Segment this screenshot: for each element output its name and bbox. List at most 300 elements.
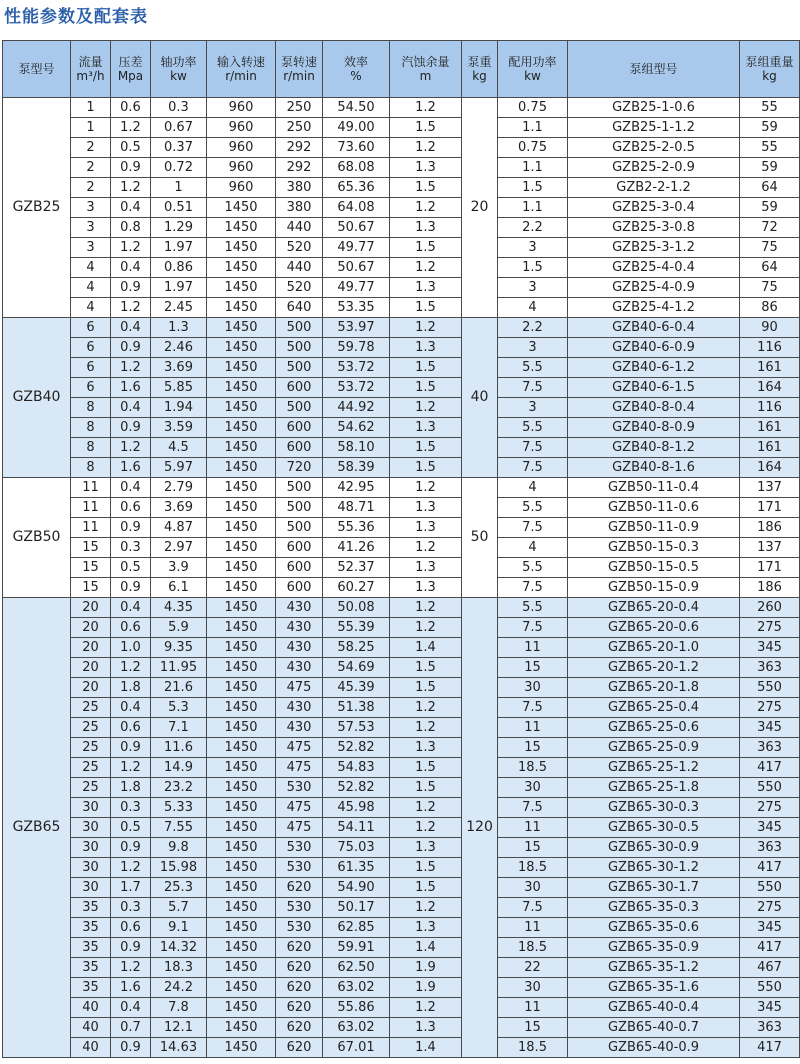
table-cell: GZB40-8-0.4 <box>568 398 740 418</box>
table-cell: 55.39 <box>323 618 390 638</box>
table-row <box>3 898 800 918</box>
table-cell: 0.3 <box>111 538 151 558</box>
table-row <box>3 198 800 218</box>
table-cell: 1.4 <box>390 1038 462 1058</box>
table-cell: 1450 <box>207 1038 276 1058</box>
table-cell: GZB65-30-0.3 <box>568 798 740 818</box>
table-cell: 11.6 <box>151 738 207 758</box>
table-row <box>3 438 800 458</box>
table-cell: 0.3 <box>151 98 207 118</box>
table-cell: 0.72 <box>151 158 207 178</box>
table-cell: 7.5 <box>498 798 568 818</box>
table-cell: 250 <box>276 98 323 118</box>
table-row <box>3 178 800 198</box>
table-cell: 620 <box>276 1018 323 1038</box>
table-cell: GZB65-25-1.2 <box>568 758 740 778</box>
table-cell: 1450 <box>207 858 276 878</box>
table-cell: 292 <box>276 138 323 158</box>
table-cell: 0.9 <box>111 418 151 438</box>
table-cell: 75 <box>740 278 800 298</box>
table-cell: GZB25-1-1.2 <box>568 118 740 138</box>
table-cell: GZB40-6-1.5 <box>568 378 740 398</box>
table-cell: GZB40-8-1.6 <box>568 458 740 478</box>
table-cell: 1.3 <box>390 738 462 758</box>
table-cell: 430 <box>276 658 323 678</box>
column-header-label: 流量 <box>78 55 103 69</box>
table-cell: 53.97 <box>323 318 390 338</box>
table-cell: 1.3 <box>390 918 462 938</box>
column-header-unit: m <box>419 69 432 83</box>
table-cell: 960 <box>207 118 276 138</box>
table-cell: 1.9 <box>390 958 462 978</box>
column-header-label: 泵转速 <box>280 55 317 69</box>
table-cell: 1450 <box>207 878 276 898</box>
table-cell: 1.1 <box>498 158 568 178</box>
table-row <box>3 958 800 978</box>
table-cell: 18.5 <box>498 1038 568 1058</box>
table-cell: 15 <box>498 838 568 858</box>
table-cell: 1450 <box>207 898 276 918</box>
table-cell: 4 <box>498 298 568 318</box>
table-cell: 68.08 <box>323 158 390 178</box>
table-cell: 40 <box>71 998 111 1018</box>
table-cell: 4.5 <box>151 438 207 458</box>
table-cell: 25 <box>71 778 111 798</box>
table-cell: 0.5 <box>111 818 151 838</box>
table-cell: 73.60 <box>323 138 390 158</box>
table-cell: 0.9 <box>111 578 151 598</box>
table-cell: 24.2 <box>151 978 207 998</box>
table-cell: 0.75 <box>498 138 568 158</box>
table-cell: 42.95 <box>323 478 390 498</box>
table-cell: 620 <box>276 978 323 998</box>
table-cell: 1.5 <box>390 358 462 378</box>
table-cell: 1450 <box>207 258 276 278</box>
table-cell: GZB50-11-0.6 <box>568 498 740 518</box>
table-cell: 1450 <box>207 558 276 578</box>
table-cell: 4 <box>71 258 111 278</box>
table-row <box>3 598 800 618</box>
column-header-label: 泵组型号 <box>629 62 678 76</box>
table-row <box>3 538 800 558</box>
table-cell: 1.8 <box>111 778 151 798</box>
table-cell: 63.02 <box>323 1018 390 1038</box>
table-row <box>3 158 800 178</box>
table-cell: 3 <box>71 218 111 238</box>
pump-weight-cell: 120 <box>462 598 498 1058</box>
table-cell: 475 <box>276 798 323 818</box>
table-cell: 500 <box>276 358 323 378</box>
table-row <box>3 118 800 138</box>
table-cell: 35 <box>71 918 111 938</box>
table-cell: 0.51 <box>151 198 207 218</box>
table-cell: 5.5 <box>498 558 568 578</box>
table-cell: GZB65-20-0.4 <box>568 598 740 618</box>
table-cell: GZB50-15-0.9 <box>568 578 740 598</box>
table-cell: 530 <box>276 778 323 798</box>
table-cell: 25 <box>71 698 111 718</box>
table-cell: 30 <box>71 798 111 818</box>
table-cell: 1.2 <box>390 998 462 1018</box>
table-row <box>3 338 800 358</box>
column-header <box>276 41 323 98</box>
table-cell: 1.3 <box>390 558 462 578</box>
table-cell: GZB25-3-0.4 <box>568 198 740 218</box>
pump-model-cell: GZB40 <box>3 318 71 478</box>
table-cell: 3.59 <box>151 418 207 438</box>
table-cell: 4 <box>498 538 568 558</box>
table-cell: GZB25-4-0.9 <box>568 278 740 298</box>
table-row <box>3 698 800 718</box>
table-cell: 1450 <box>207 738 276 758</box>
table-cell: 1.6 <box>111 378 151 398</box>
table-cell: 1.4 <box>390 938 462 958</box>
table-cell: 440 <box>276 218 323 238</box>
table-cell: 1450 <box>207 358 276 378</box>
table-cell: 1.5 <box>390 858 462 878</box>
column-header <box>151 41 207 98</box>
table-cell: 1.97 <box>151 278 207 298</box>
table-cell: 1.2 <box>390 138 462 158</box>
table-cell: GZB65-25-0.4 <box>568 698 740 718</box>
table-cell: 1450 <box>207 638 276 658</box>
table-cell: 1450 <box>207 458 276 478</box>
column-header-unit: kg <box>472 69 487 83</box>
table-row <box>3 478 800 498</box>
table-cell: 4 <box>71 278 111 298</box>
column-header <box>568 41 740 98</box>
table-cell: GZB65-30-0.5 <box>568 818 740 838</box>
table-cell: 1.9 <box>390 978 462 998</box>
table-cell: 11 <box>498 918 568 938</box>
table-cell: 1.29 <box>151 218 207 238</box>
table-cell: 960 <box>207 158 276 178</box>
table-cell: 4.87 <box>151 518 207 538</box>
table-cell: 7.5 <box>498 378 568 398</box>
table-cell: 1.94 <box>151 398 207 418</box>
table-cell: 1.2 <box>111 958 151 978</box>
table-cell: 0.5 <box>111 558 151 578</box>
table-cell: 1.6 <box>111 978 151 998</box>
column-header-unit: r/min <box>225 69 257 83</box>
table-cell: 65.36 <box>323 178 390 198</box>
table-cell: 64.08 <box>323 198 390 218</box>
table-cell: 440 <box>276 258 323 278</box>
table-cell: 186 <box>740 578 800 598</box>
table-cell: 11.95 <box>151 658 207 678</box>
page-title: 性能参数及配套表 <box>4 7 148 27</box>
table-cell: 275 <box>740 898 800 918</box>
table-cell: 3 <box>71 238 111 258</box>
table-cell: 30 <box>71 838 111 858</box>
table-cell: 1.3 <box>390 578 462 598</box>
table-cell: 53.72 <box>323 378 390 398</box>
table-cell: 7.5 <box>498 518 568 538</box>
table-cell: 530 <box>276 838 323 858</box>
table-cell: 620 <box>276 998 323 1018</box>
table-cell: 5.3 <box>151 698 207 718</box>
table-row <box>3 458 800 478</box>
table-cell: GZB40-8-0.9 <box>568 418 740 438</box>
table-cell: 6 <box>71 338 111 358</box>
table-cell: 75.03 <box>323 838 390 858</box>
table-cell: 75 <box>740 238 800 258</box>
table-cell: 960 <box>207 98 276 118</box>
table-cell: 2.2 <box>498 318 568 338</box>
table-cell: 1450 <box>207 658 276 678</box>
table-cell: 620 <box>276 1038 323 1058</box>
table-row <box>3 718 800 738</box>
table-cell: 59.78 <box>323 338 390 358</box>
table-cell: 40 <box>71 1038 111 1058</box>
table-cell: 20 <box>71 678 111 698</box>
table-cell: 4 <box>71 298 111 318</box>
table-cell: 467 <box>740 958 800 978</box>
table-cell: 20 <box>71 598 111 618</box>
table-cell: 475 <box>276 818 323 838</box>
table-cell: 40 <box>71 1018 111 1038</box>
table-cell: 1450 <box>207 998 276 1018</box>
table-row <box>3 298 800 318</box>
table-cell: GZB40-6-1.2 <box>568 358 740 378</box>
table-cell: GZB50-15-0.3 <box>568 538 740 558</box>
table-cell: 6.1 <box>151 578 207 598</box>
table-cell: 15.98 <box>151 858 207 878</box>
table-cell: 54.62 <box>323 418 390 438</box>
table-cell: 7.5 <box>498 698 568 718</box>
table-cell: 1.2 <box>390 818 462 838</box>
table-cell: GZB25-2-0.5 <box>568 138 740 158</box>
table-cell: 2.79 <box>151 478 207 498</box>
table-cell: 50.67 <box>323 218 390 238</box>
table-cell: 0.4 <box>111 698 151 718</box>
table-cell: 90 <box>740 318 800 338</box>
table-cell: 1450 <box>207 518 276 538</box>
column-header-label: 轴功率 <box>160 55 197 69</box>
table-cell: 48.71 <box>323 498 390 518</box>
table-cell: 363 <box>740 1018 800 1038</box>
table-cell: 5.5 <box>498 418 568 438</box>
table-cell: 50.67 <box>323 258 390 278</box>
column-header <box>390 41 462 98</box>
table-row <box>3 278 800 298</box>
table-cell: 11 <box>71 478 111 498</box>
table-cell: 15 <box>71 578 111 598</box>
table-cell: 61.35 <box>323 858 390 878</box>
table-cell: 363 <box>740 838 800 858</box>
column-header-unit: kw <box>170 69 187 83</box>
table-cell: GZB65-40-0.4 <box>568 998 740 1018</box>
table-cell: GZB65-30-0.9 <box>568 838 740 858</box>
table-cell: 1.2 <box>390 398 462 418</box>
table-cell: 275 <box>740 618 800 638</box>
table-cell: 600 <box>276 438 323 458</box>
table-cell: 23.2 <box>151 778 207 798</box>
table-cell: 1450 <box>207 618 276 638</box>
table-cell: GZB65-35-1.2 <box>568 958 740 978</box>
table-cell: 1.0 <box>111 638 151 658</box>
table-cell: 54.69 <box>323 658 390 678</box>
table-cell: 0.5 <box>111 138 151 158</box>
table-row <box>3 758 800 778</box>
table-row <box>3 638 800 658</box>
table-cell: 1.5 <box>390 778 462 798</box>
header-row <box>3 41 800 98</box>
table-cell: 11 <box>498 718 568 738</box>
table-row <box>3 518 800 538</box>
table-cell: 15 <box>498 1018 568 1038</box>
column-header <box>71 41 111 98</box>
table-cell: 52.82 <box>323 778 390 798</box>
table-row <box>3 378 800 398</box>
table-cell: 9.1 <box>151 918 207 938</box>
table-row <box>3 618 800 638</box>
table-cell: 1.3 <box>390 278 462 298</box>
table-cell: 1.2 <box>390 318 462 338</box>
table-cell: 0.9 <box>111 338 151 358</box>
table-cell: 11 <box>498 998 568 1018</box>
table-cell: 62.85 <box>323 918 390 938</box>
table-cell: 250 <box>276 118 323 138</box>
column-header-label: 汽蚀余量 <box>401 55 450 69</box>
table-cell: 1450 <box>207 298 276 318</box>
table-cell: 1.5 <box>390 438 462 458</box>
table-cell: GZB65-20-1.8 <box>568 678 740 698</box>
table-row <box>3 578 800 598</box>
table-cell: 0.4 <box>111 478 151 498</box>
table-cell: 15 <box>71 558 111 578</box>
table-cell: 1.5 <box>390 378 462 398</box>
table-cell: 50.17 <box>323 898 390 918</box>
table-cell: 64 <box>740 258 800 278</box>
table-cell: GZB65-25-1.8 <box>568 778 740 798</box>
table-cell: 0.37 <box>151 138 207 158</box>
table-cell: 0.4 <box>111 398 151 418</box>
table-cell: 1450 <box>207 598 276 618</box>
table-cell: 1 <box>71 118 111 138</box>
table-cell: 530 <box>276 918 323 938</box>
column-header <box>207 41 276 98</box>
table-cell: 44.92 <box>323 398 390 418</box>
table-cell: 67.01 <box>323 1038 390 1058</box>
table-cell: 960 <box>207 178 276 198</box>
table-cell: 72 <box>740 218 800 238</box>
pump-weight-cell: 20 <box>462 98 498 318</box>
table-cell: 500 <box>276 398 323 418</box>
table-cell: 6 <box>71 358 111 378</box>
table-cell: 0.3 <box>111 898 151 918</box>
column-header-label: 效率 <box>343 55 368 69</box>
table-cell: 58.39 <box>323 458 390 478</box>
table-cell: 5.7 <box>151 898 207 918</box>
table-cell: 62.50 <box>323 958 390 978</box>
table-cell: 3 <box>498 398 568 418</box>
table-cell: 1.1 <box>498 118 568 138</box>
table-cell: 54.11 <box>323 818 390 838</box>
table-cell: 430 <box>276 718 323 738</box>
table-cell: 9.35 <box>151 638 207 658</box>
table-body <box>3 98 800 1058</box>
table-cell: 1.3 <box>390 838 462 858</box>
column-header-unit: m³/h <box>76 69 105 83</box>
table-cell: 363 <box>740 658 800 678</box>
table-row <box>3 418 800 438</box>
table-cell: 45.39 <box>323 678 390 698</box>
table-cell: GZB50-15-0.5 <box>568 558 740 578</box>
table-row <box>3 778 800 798</box>
table-cell: 45.98 <box>323 798 390 818</box>
table-cell: 30 <box>71 818 111 838</box>
table-row <box>3 318 800 338</box>
table-cell: 1.2 <box>111 118 151 138</box>
table-row <box>3 218 800 238</box>
table-cell: 35 <box>71 958 111 978</box>
table-cell: 417 <box>740 938 800 958</box>
table-cell: 1.2 <box>111 658 151 678</box>
table-cell: GZB2-2-1.2 <box>568 178 740 198</box>
table-cell: GZB65-20-1.0 <box>568 638 740 658</box>
table-cell: 54.83 <box>323 758 390 778</box>
table-cell: 1450 <box>207 838 276 858</box>
table-cell: 1.5 <box>390 458 462 478</box>
table-row <box>3 938 800 958</box>
table-cell: 1 <box>71 98 111 118</box>
table-cell: 475 <box>276 678 323 698</box>
table-cell: 7.55 <box>151 818 207 838</box>
table-cell: 345 <box>740 918 800 938</box>
column-header-unit: kw <box>524 69 541 83</box>
table-cell: 1450 <box>207 198 276 218</box>
table-cell: 600 <box>276 558 323 578</box>
table-cell: 1.5 <box>390 238 462 258</box>
table-cell: 1.6 <box>111 458 151 478</box>
table-cell: 600 <box>276 578 323 598</box>
table-cell: 18.5 <box>498 758 568 778</box>
table-cell: 620 <box>276 878 323 898</box>
table-cell: 8 <box>71 418 111 438</box>
table-cell: 59 <box>740 118 800 138</box>
table-cell: 3 <box>498 338 568 358</box>
table-cell: 8 <box>71 398 111 418</box>
table-cell: 161 <box>740 438 800 458</box>
table-cell: 0.6 <box>111 618 151 638</box>
table-cell: 2.46 <box>151 338 207 358</box>
table-cell: 1.3 <box>390 498 462 518</box>
table-cell: 1450 <box>207 678 276 698</box>
table-row <box>3 798 800 818</box>
table-row <box>3 138 800 158</box>
table-cell: 345 <box>740 818 800 838</box>
column-header-unit: kg <box>762 69 777 83</box>
column-header <box>3 41 71 98</box>
table-cell: 0.4 <box>111 998 151 1018</box>
performance-table <box>2 40 800 1058</box>
table-cell: 345 <box>740 998 800 1018</box>
table-cell: 1.2 <box>390 798 462 818</box>
table-cell: 86 <box>740 298 800 318</box>
table-cell: 1.2 <box>390 478 462 498</box>
table-cell: 500 <box>276 318 323 338</box>
table-cell: 30 <box>498 878 568 898</box>
table-cell: 1.7 <box>111 878 151 898</box>
table-row <box>3 738 800 758</box>
table-cell: 1 <box>151 178 207 198</box>
table-cell: 260 <box>740 598 800 618</box>
table-cell: 380 <box>276 178 323 198</box>
table-cell: 59 <box>740 158 800 178</box>
table-cell: 3 <box>498 238 568 258</box>
table-cell: GZB25-3-1.2 <box>568 238 740 258</box>
